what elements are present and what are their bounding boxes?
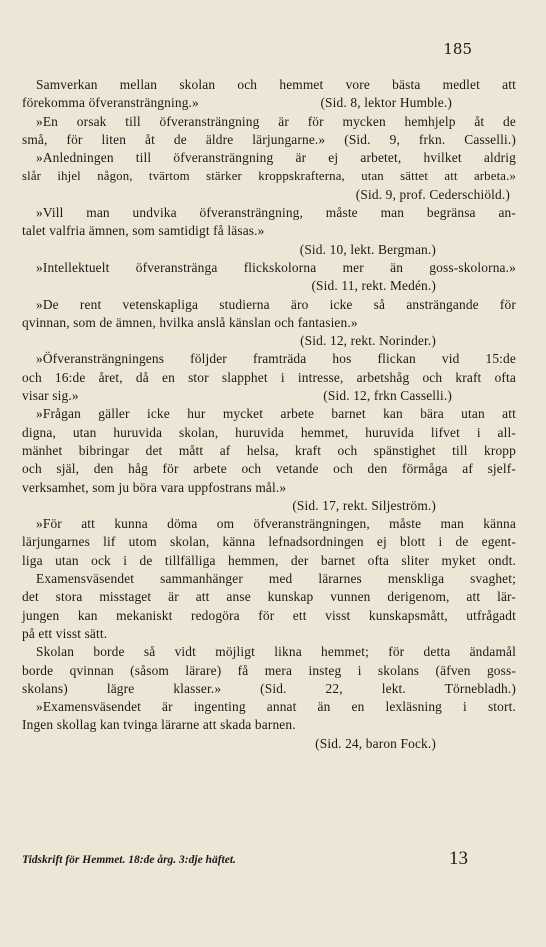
text-line: lärjungarnes lif utom skolan, känna lefnadsordningen ej blott i de egent- bbox=[22, 534, 516, 550]
text-line: talet valfria ämnen, som samtidigt få läsas.» bbox=[22, 223, 265, 239]
citation: (Sid. 17, rekt. Siljeström.) bbox=[292, 497, 436, 513]
text-line: »Frågan gäller icke hur mycket arbete barnet kan bära utan att bbox=[36, 406, 516, 422]
page-footer bbox=[22, 848, 468, 869]
text-line: det stora misstaget är att anse kunskap vunnen derigenom, att lär- bbox=[22, 589, 516, 605]
journal-footer: Tidskrift för Hemmet. 18:de årg. 3:dje häftet. bbox=[22, 854, 236, 866]
text-line: och 16:de året, då en stor slapphet i intresse, arbetshåg och kraft ofta bbox=[22, 369, 516, 385]
text-line: jungen kan mekaniskt redogöra för ett visst kunskapsmått, utfrågadt bbox=[22, 607, 516, 623]
text-line: qvinnan, som de ämnen, hvilka anslå känslan och fantasien.» bbox=[22, 314, 358, 330]
body-text bbox=[22, 76, 516, 753]
text-line: Samverkan mellan skolan och hemmet vore bästa medlet att bbox=[36, 77, 516, 92]
text-line: »Anledningen till öfveransträngning är ej arbetet, hvilket aldrig bbox=[36, 150, 516, 166]
text-line: förekomma öfveransträngning.» bbox=[22, 95, 199, 111]
text-line: Examensväsendet sammanhänger med lärarnes menskliga svaghet; bbox=[36, 571, 516, 587]
citation: (Sid. 24, baron Fock.) bbox=[315, 735, 436, 751]
signature-mark: 13 bbox=[449, 848, 468, 869]
text-line: skolans) lägre klasser.» (Sid. 22, lekt. Törnebladh.) bbox=[22, 680, 516, 696]
citation: (Sid. 10, lekt. Bergman.) bbox=[299, 241, 436, 257]
text-line: »Vill man undvika öfveransträngning, måste man begränsa an- bbox=[36, 205, 516, 221]
text-line: slår ihjel någon, tvärtom stärker kroppskrafterna, utan sättet att arbeta.» bbox=[22, 169, 516, 184]
text-line: visar sig.» bbox=[22, 388, 79, 404]
page-number: 185 bbox=[443, 40, 472, 58]
citation: (Sid. 8, lektor Humble.) bbox=[320, 95, 452, 111]
citation: (Sid. 11, rekt. Medén.) bbox=[311, 278, 436, 294]
citation: (Sid. 9, prof. Cederschiöld.) bbox=[355, 186, 510, 202]
text-line: Skolan borde så vidt möjligt likna hemmet; för detta ändamål bbox=[36, 644, 516, 660]
citation: (Sid. 12, frkn Casselli.) bbox=[323, 388, 452, 404]
text-line: »En orsak till öfveransträngning är för mycken hemhjelp åt de bbox=[36, 113, 516, 129]
text-line: »De rent vetenskapliga studierna äro icke så ansträngande för bbox=[36, 296, 516, 312]
text-line: »Intellektuelt öfveransträngа flickskolorna mer än goss-skolorna.» bbox=[36, 259, 516, 275]
text-line: »För att kunna döma om öfveransträngningen, måste man känna bbox=[36, 516, 516, 532]
text-line: mänhet bibringar det mått af helsa, kraft och spänstighet till kropp bbox=[22, 442, 516, 458]
text-line: små, för liten åt de äldre lärjungarne.» (Sid. 9, frkn. Casselli.) bbox=[22, 131, 516, 147]
text-line: »Examensväsendet är ingenting annat än en lexläsning i stort. bbox=[36, 699, 516, 715]
text-line: borde qvinnan (såsom lärare) få mera insteg i skolans (äfven goss- bbox=[22, 662, 516, 678]
text-line: och själ, den håg för arbete och vetande och den förmåga af sjelf- bbox=[22, 461, 516, 477]
text-line: verksamhet, som ju böra vara uppfostrans mål.» bbox=[22, 479, 287, 495]
text-line: liga utan ock i de tillfälliga hemmen, der barnet ofta sliter myket ondt. bbox=[22, 552, 516, 568]
text-line: på ett visst sätt. bbox=[22, 625, 108, 641]
text-line: »Öfveransträngningens följder framträda hos flickan vid 15:de bbox=[36, 351, 516, 367]
text-line: digna, utan huruvida skolan, huruvida hemmet, huruvida lifvet i all- bbox=[22, 424, 516, 440]
text-line: Ingen skollag kan tvinga lärarne att skada barnen. bbox=[22, 717, 296, 733]
citation: (Sid. 12, rekt. Norinder.) bbox=[300, 333, 436, 349]
